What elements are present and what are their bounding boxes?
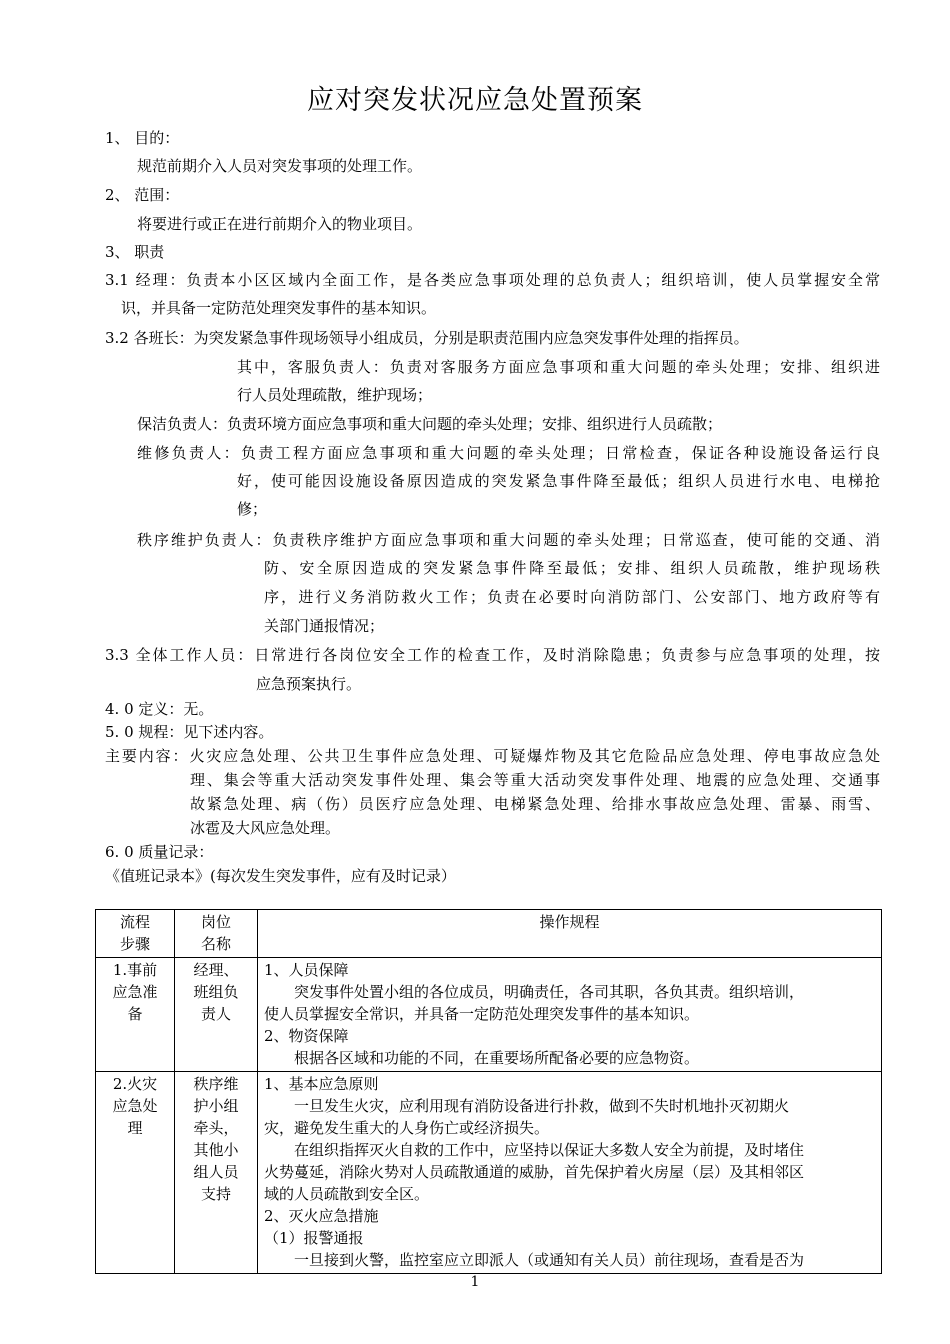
- table-row: [96, 958, 882, 1072]
- section-purpose-heading: 1、 目的：: [105, 129, 180, 147]
- duty-service-line: 行人员处理疏散，维护现场；: [237, 386, 433, 404]
- duty-cleaning-line: 保洁负责人：负责环境方面应急事项和重大问题的牵头处理；安排、组织进行人员疏散；: [137, 415, 723, 433]
- header-post: 岗位 名称: [175, 910, 258, 958]
- procedure-cell: 1、基本应急原则 一旦发生火灾，应利用现有消防设备进行扑救，做到不失时机地扑灭初期火 灾，避免发生重大的人身伤亡或经济损失。 在组织指挥灭火自救的工作中，应坚持以保证大多数人安全为前提，及时堵住 火势蔓延，消除火势对人员疏散通道的威胁，首先保护着火房屋（层）及其相邻区 域的人员疏散到安全区。 2、灭火应急措施 （1）报警通报 一旦接到火警，监控室应立即派人（或通知有关人员）前往现场，查看是否为: [258, 1072, 882, 1274]
- definition-line: 4. 0 定义：无。: [105, 700, 214, 718]
- post-cell: 经理、 班组负 责人: [175, 958, 258, 1072]
- main-content-line: 理、集会等重大活动突发事件处理、集会等重大活动突发事件处理、地震的应急处理、交通事: [190, 771, 880, 789]
- section-duties-heading: 3、 职责: [105, 243, 165, 261]
- duty-security-line: 秩序维护负责人：负责秩序维护方面应急事项和重大问题的牵头处理；日常巡查，使可能的交通、消: [137, 531, 880, 549]
- duty-maintenance-line: 修；: [237, 500, 268, 518]
- step-cell: 2.火灾 应急处 理: [96, 1072, 175, 1274]
- header-procedure: 操作规程: [258, 910, 882, 958]
- purpose-text: 规范前期介入人员对突发事项的处理工作。: [137, 157, 423, 175]
- section-scope-heading: 2、 范围：: [105, 186, 180, 204]
- page-number: 1: [470, 1274, 480, 1290]
- procedure-line: 5. 0 规程：见下述内容。: [105, 723, 274, 741]
- document-title: 应对突发状况应急处置预案: [307, 85, 643, 116]
- main-content-line: 主要内容：火灾应急处理、公共卫生事件应急处理、可疑爆炸物及其它危险品应急处理、停电事故应急处: [105, 747, 880, 765]
- header-step: 流程 步骤: [96, 910, 175, 958]
- main-content-line: 故紧急处理、病（伤）员医疗应急处理、电梯紧急处理、给排水事故应急处理、雷暴、雨雪、: [190, 795, 880, 813]
- step-cell: 1.事前 应急准 备: [96, 958, 175, 1072]
- procedure-cell: 1、人员保障 突发事件处置小组的各位成员，明确责任，各司其职，各负其责。组织培训， 使人员掌握安全常识，并具备一定防范处理突发事件的基本知识。 2、物资保障 根据各区域和功能的不同，在重要场所配备必要的应急物资。: [258, 958, 882, 1072]
- scope-text: 将要进行或正在进行前期介入的物业项目。: [137, 215, 423, 233]
- duty-all-staff-line: 应急预案执行。: [256, 675, 362, 693]
- duty-security-line: 防、安全原因造成的突发紧急事件降至最低；安排、组织人员疏散，维护现场秩: [264, 559, 880, 577]
- quality-record-text: 《值班记录本》(每次发生突发事件，应有及时记录）: [105, 867, 456, 885]
- duty-leaders-line: 3.2 各班长：为突发紧急事件现场领导小组成员，分别是职责范围内应急突发事件处理的指挥员。: [105, 329, 749, 347]
- table-row: [96, 1072, 882, 1274]
- procedure-table: [95, 909, 882, 1274]
- duty-security-line: 关部门通报情况；: [264, 617, 385, 635]
- quality-record-heading: 6. 0 质量记录：: [105, 843, 214, 861]
- main-content-line: 冰雹及大风应急处理。: [190, 819, 341, 837]
- duty-manager-line: 3.1 经理：负责本小区区域内全面工作，是各类应急事项处理的总负责人；组织培训，使人员掌握安全常: [105, 271, 880, 289]
- duty-all-staff-line: 3.3 全体工作人员：日常进行各岗位安全工作的检查工作，及时消除隐患；负责参与应急事项的处理，按: [105, 646, 880, 664]
- duty-security-line: 序，进行义务消防救火工作；负责在必要时向消防部门、公安部门、地方政府等有: [264, 588, 880, 606]
- table-header-row: [96, 910, 882, 958]
- duty-maintenance-line: 维修负责人：负责工程方面应急事项和重大问题的牵头处理；日常检查，保证各种设施设备运行良: [137, 444, 880, 462]
- duty-service-line: 其中，客服负责人：负责对客服务方面应急事项和重大问题的牵头处理；安排、组织进: [237, 358, 880, 376]
- duty-maintenance-line: 好，使可能因设施设备原因造成的突发紧急事件降至最低；组织人员进行水电、电梯抢: [237, 472, 880, 490]
- post-cell: 秩序维 护小组 牵头， 其他小 组人员 支持: [175, 1072, 258, 1274]
- duty-manager-line: 识，并具备一定防范处理突发事件的基本知识。: [121, 299, 437, 317]
